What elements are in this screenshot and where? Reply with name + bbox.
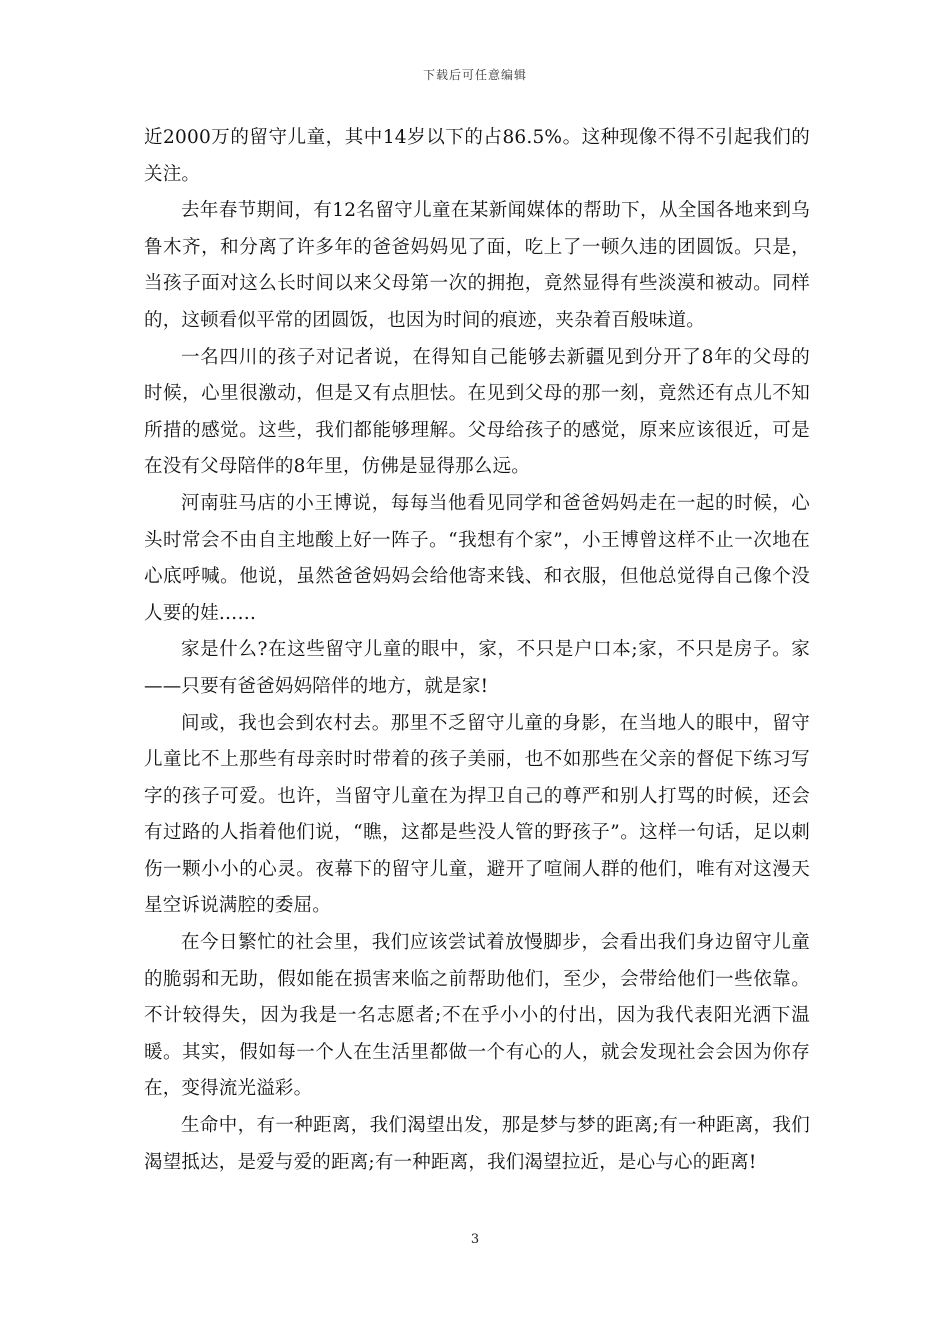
paragraph-2: 去年春节期间，有12名留守儿童在某新闻媒体的帮助下，从全国各地来到乌鲁木齐，和分离了许多年的爸爸妈妈见了面，吃上了一顿久违的团圆饭。只是，当孩子面对这么长时间以来父母第一次的拥抱，竟然显得有些淡漠和被动。同样的，这顿看似平常的团圆饭，也因为时间的痕迹，夹杂着百般味道。: [144, 200, 810, 331]
paragraph-1: 近2000万的留守儿童，其中14岁以下的占86.5%。这种现像不得不引起我们的关注。: [144, 127, 810, 185]
paragraph-3: 一名四川的孩子对记者说，在得知自己能够去新疆见到分开了8年的父母的时候，心里很激动，但是又有点胆怯。在见到父母的那一刻，竟然还有点儿不知所措的感觉。这些，我们都能够理解。父母给孩子的感觉，原来应该很近，可是在没有父母陪伴的8年里，仿佛是显得那么远。: [144, 346, 810, 478]
page-number: 3: [470, 1232, 480, 1247]
paragraph-5: 家是什么?在这些留守儿童的眼中，家，不只是户口本;家，不只是房子。家——只要有爸爸妈妈陪伴的地方，就是家!: [144, 639, 810, 697]
paragraph-8: 生命中，有一种距离，我们渴望出发，那是梦与梦的距离;有一种距离，我们渴望抵达，是爱与爱的距离;有一种距离，我们渴望拉近，是心与心的距离!: [144, 1115, 810, 1173]
paragraph-4: 河南驻马店的小王博说，每每当他看见同学和爸爸妈妈走在一起的时候，心头时常会不由自主地酸上好一阵子。“我想有个家”，小王博曾这样不止一次地在心底呼喊。他说，虽然爸爸妈妈会给他寄来钱、和衣服，但他总觉得自己像个没人要的娃……: [144, 492, 810, 624]
paragraph-6: 间或，我也会到农村去。那里不乏留守儿童的身影，在当地人的眼中，留守儿童比不上那些有母亲时时带着的孩子美丽，也不如那些在父亲的督促下练习写字的孩子可爱。也许，当留守儿童在为捍卫自己的尊严和别人打骂的时候，还会有过路的人指着他们说，“瞧，这都是些没人管的野孩子”。这样一句话，足以刺伤一颗小小的心灵。夜幕下的留守儿童，避开了喧闹人群的他们，唯有对这漫天星空诉说满腔的委屈。: [144, 712, 810, 917]
document-body: [144, 120, 810, 1181]
paragraph-7: 在今日繁忙的社会里，我们应该尝试着放慢脚步，会看出我们身边留守儿童的脆弱和无助，假如能在损害来临之前帮助他们，至少，会带给他们一些依靠。不计较得失，因为我是一名志愿者;不在乎小小的付出，因为我代表阳光洒下温暖。其实，假如每一个人在生活里都做一个有心的人，就会发现社会会因为你存在，变得流光溢彩。: [144, 932, 810, 1100]
page-header: 下载后可任意编辑: [422, 68, 527, 82]
